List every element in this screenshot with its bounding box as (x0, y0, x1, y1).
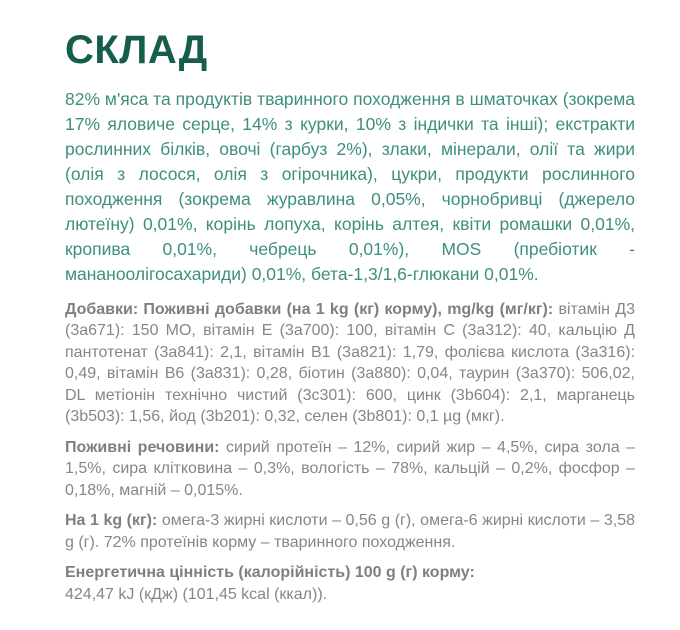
page-title: СКЛАД (65, 28, 208, 72)
energy-heading: Енергетична цінність (калорійність) 100 g (г) корму: (65, 564, 475, 582)
per-kg-paragraph (65, 510, 635, 553)
composition-intro-paragraph: 82% м'яса та продуктів тваринного походження в шматочках (зокрема 17% яловиче серце, 14% з курки, 10% з індички та інші); екстракти рослинних білків, овочі (гарбуз 2%), злаки, мінерали, олії та жири (олія з лосося, олія з огірочника), цукри, продукти рослинного походження (зокрема журавлина 0,05%, чорнобривці (джерело лютеїну) 0,01%, корінь лопуха, корінь алтея, квіти ромашки 0,01%, кропива 0,01%, чебрець 0,01%), MOS (пребіотик - мананоолігосахариди) 0,01%, бета-1,3/1,6-глюкани 0,01%. (65, 88, 635, 284)
per-kg-lead: На 1 kg (кг): (65, 512, 158, 530)
additives-lead: Добавки: Поживні добавки (на 1 kg (кг) корму), mg/kg (мг/кг): (65, 300, 554, 318)
nutrients-text: сирий протеїн – 12%, сирий жир – 4,5%, сира зола – 1,5%, сира клітковина – 0,3%, вологість – 78%, кальцій – 0,2%, фосфор – 0,18%, магній – 0,015%. (65, 438, 635, 499)
per-kg-text: омега-3 жирні кислоти – 0,56 g (г), омега-6 жирні кислоти – 3,58 g (г). 72% протеїнів корму – тваринного походження. (65, 512, 636, 551)
nutrients-lead: Поживні речовини: (65, 438, 220, 456)
nutrients-paragraph (65, 437, 635, 502)
additives-text: вітамін Д3 (3а671): 150 МО, вітамін Е (3а700): 100, вітамін С (3а312): 40, кальцію Д пантотенат (3а841): 2,1, вітамін В1 (3а821): 1,79, фолієва кислота (3а316): 0,49, вітамін В6 (3а831): 0,28, біотин (3а880): 0,04, таурин (3а370): 506,02, DL метіонін технічно чистий (3с301): 600, цинк (3b604): 2,1, марганець (3b503): 1,56, йод (3b201): 0,32, селен (3b801): 0,1 µg (мкг). (65, 300, 635, 426)
energy-value: 424,47 kJ (кДж) (101,45 kcal (ккал)). (65, 585, 328, 603)
additives-paragraph (65, 299, 635, 428)
